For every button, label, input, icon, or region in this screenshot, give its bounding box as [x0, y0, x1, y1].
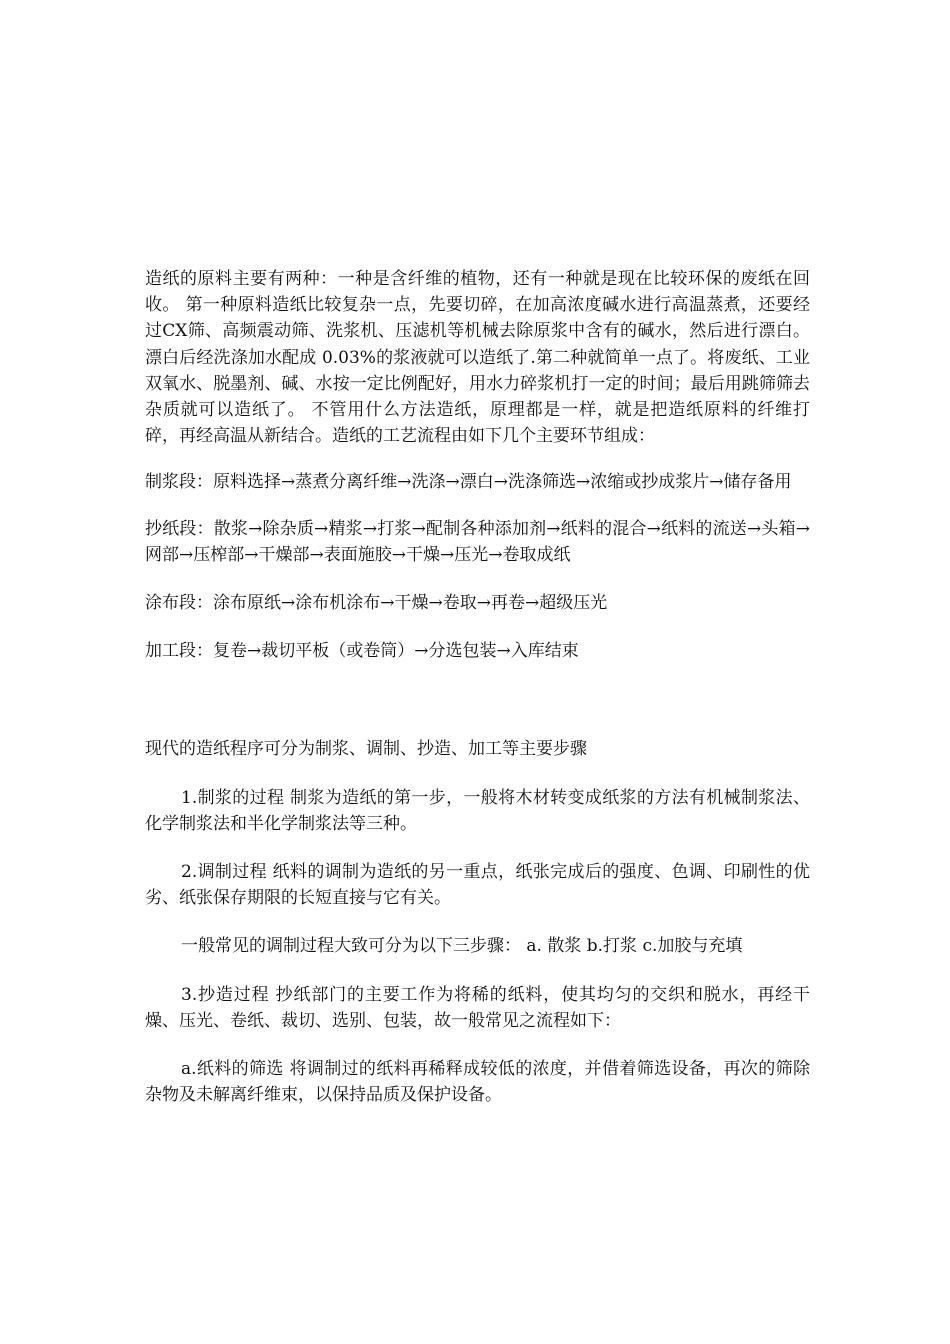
step-preparation-substeps: 一般常见的调制过程大致可分为以下三步骤： a. 散浆 b.打浆 c.加胶与充填 — [181, 936, 743, 957]
intro-paragraph: 造纸的原料主要有两种：一种是含纤维的植物，还有一种就是现在比较环保的废纸在回收。 第一种原料造纸比较复杂一点，先要切碎，在加高浓度碱水进行高温蒸煮，还要经过CX筛、高频震动筛、洗浆机、压滤机等机械去除原浆中含有的碱水，然后进行漂白。漂白后经洗涤加水配成 0.03%的浆液就可以造纸了.第二种就简单一点了。将废纸、工业双氧水、脱墨剂、碱、水按一定比例配好，用水力碎浆机打一定的时间；最后用跳筛筛去杂质就可以造纸了。 不管用什么方法造纸，原理都是一样，就是把造纸原料的纤维打碎，再经高温从新结合。造纸的工艺流程由如下几个主要环节组成： — [145, 269, 810, 447]
document-page — [145, 266, 810, 1108]
modern-heading: 现代的造纸程序可分为制浆、调制、抄造、加工等主要步骤 — [145, 739, 587, 760]
step-preparation: 2.调制过程 纸料的调制为造纸的另一重点，纸张完成后的强度、色调、印刷性的优劣、纸张保存期限的长短直接与它有关。 — [145, 862, 810, 909]
step-forming: 3.抄造过程 抄纸部门的主要工作为将稀的纸料，使其均匀的交织和脱水，再经干燥、压光、卷纸、裁切、选别、包装，故一般常见之流程如下： — [145, 984, 810, 1031]
stage-coating: 涂布段：涂布原纸→涂布机涂布→干燥→卷取→再卷→超级压光 — [145, 593, 608, 614]
stage-processing: 加工段：复卷→裁切平板（或卷筒）→分选包装→入库结束 — [145, 641, 579, 662]
stage-pulping: 制浆段：原料选择→蒸煮分离纤维→洗涤→漂白→洗涤筛选→浓缩或抄成浆片→储存备用 — [145, 472, 792, 493]
stage-papermaking: 抄纸段：散浆→除杂质→精浆→打浆→配制各种添加剂→纸料的混合→纸料的流送→头箱→网部→压榨部→干燥部→表面施胶→干燥→压光→卷取成纸 — [145, 518, 810, 565]
step-pulping: 1.制浆的过程 制浆为造纸的第一步，一般将木材转变成纸浆的方法有机械制浆法、化学制浆法和半化学制浆法等三种。 — [145, 787, 810, 834]
step-screening: a.纸料的筛选 将调制过的纸料再稀释成较低的浓度，并借着筛选设备，再次的筛除杂物及未解离纤维束，以保持品质及保护设备。 — [145, 1059, 810, 1106]
